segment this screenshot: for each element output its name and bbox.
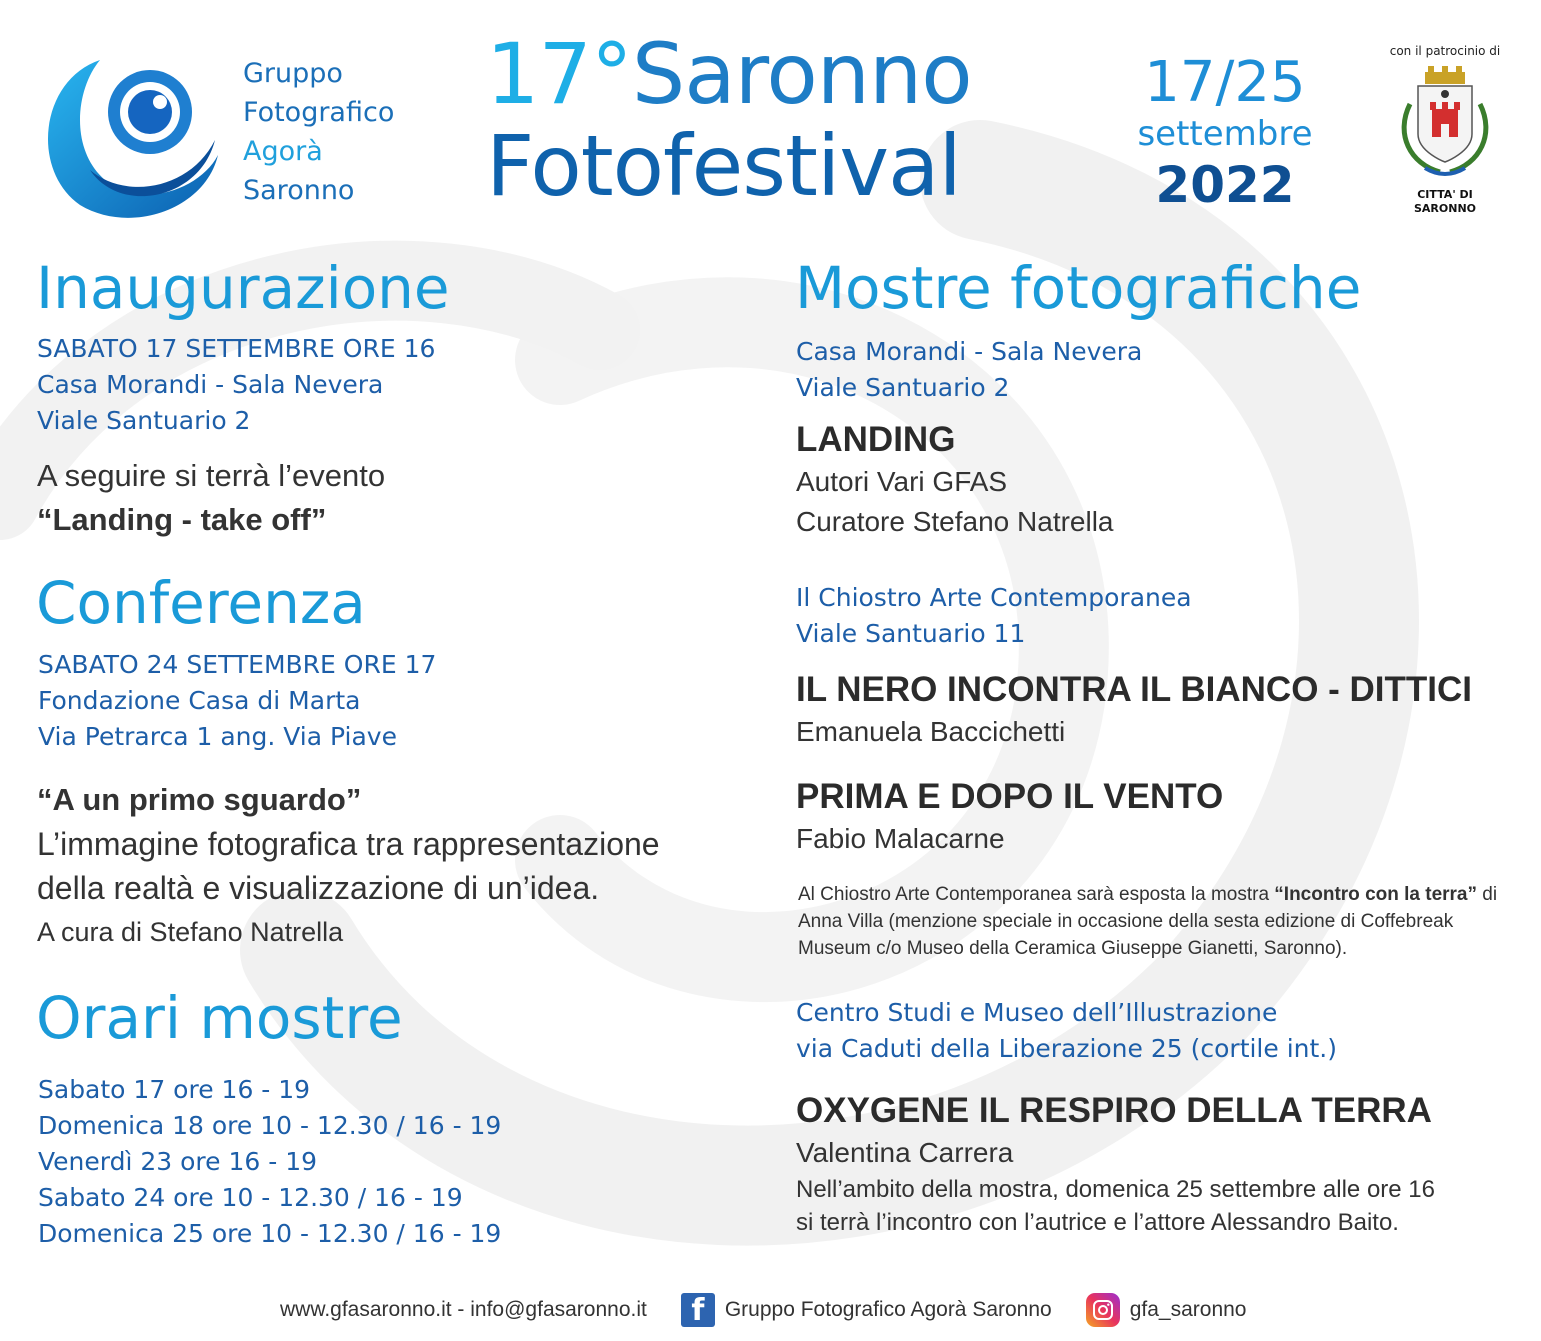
schedule-line: Domenica 25 ore 10 - 12.30 / 16 - 19 <box>38 1219 502 1248</box>
venue-line: Viale Santuario 2 <box>796 373 1010 402</box>
info-line: Via Petrarca 1 ang. Via Piave <box>38 722 397 751</box>
mostre-title: Mostre fotografiche <box>795 254 1362 322</box>
venue-line: Viale Santuario 11 <box>796 619 1026 648</box>
patronage-block <box>1370 44 1520 216</box>
exhibition-title: LANDING <box>796 420 956 459</box>
exhibition-title: PRIMA E DOPO IL VENTO <box>796 777 1224 816</box>
schedule-line: Venerdì 23 ore 16 - 19 <box>38 1147 318 1176</box>
orari-list <box>38 1072 501 1252</box>
talk-curator: A cura di Stefano Natrella <box>37 917 344 947</box>
exhibition-author: Fabio Malacarne <box>796 823 1005 854</box>
exhibition-prima <box>796 775 1223 859</box>
city-crest-icon <box>1390 64 1500 184</box>
venue-centro-studi <box>796 995 1337 1067</box>
exhibition-title: IL NERO INCONTRA IL BIANCO - DITTICI <box>796 670 1473 709</box>
org-name-line: Saronno <box>243 175 355 206</box>
conferenza-info <box>38 647 436 755</box>
facebook-icon[interactable]: f <box>681 1293 715 1327</box>
schedule-line: Domenica 18 ore 10 - 12.30 / 16 - 19 <box>38 1111 502 1140</box>
instagram-icon[interactable] <box>1086 1293 1120 1327</box>
info-line: Fondazione Casa di Marta <box>38 686 361 715</box>
venue-line: via Caduti della Liberazione 25 (cortile int.) <box>796 1034 1338 1063</box>
info-line: Casa Morandi - Sala Nevera <box>37 370 384 399</box>
info-line: SABATO 24 SETTEMBRE ORE 17 <box>38 650 437 679</box>
gfas-logo <box>30 50 230 220</box>
venue-line: Il Chiostro Arte Contemporanea <box>796 583 1192 612</box>
note-text: di Anna Villa (menzione speciale in occasione della sesta edizione di Coffebreak Museum c/o Museo della Ceramica Giuseppe Gianetti, Saronno). <box>798 884 1498 959</box>
conferenza-talk <box>37 778 660 954</box>
exhibition-author: Emanuela Baccichetti <box>796 716 1066 747</box>
exhibition-oxygene <box>796 1089 1435 1239</box>
follow-text: A seguire si terrà l’evento <box>37 458 386 493</box>
schedule-line: Sabato 24 ore 10 - 12.30 / 16 - 19 <box>38 1183 463 1212</box>
talk-line: della realtà e visualizzazione di un’idea. <box>37 870 600 906</box>
exhibition-author: Autori Vari GFAS <box>796 466 1008 497</box>
org-name-line: Agorà <box>243 136 323 167</box>
footer <box>280 1290 1246 1330</box>
inaugurazione-title: Inaugurazione <box>36 254 450 322</box>
exhibition-note: si terrà l’incontro con l’autrice e l’attore Alessandro Baito. <box>796 1209 1399 1236</box>
inaugurazione-info <box>37 331 435 439</box>
chiostro-note <box>798 881 1513 962</box>
talk-line: L’immagine fotografica tra rappresentazione <box>37 826 660 862</box>
venue-line: Centro Studi e Museo dell’Illustrazione <box>796 998 1278 1027</box>
exhibition-landing <box>796 418 1114 542</box>
instagram-handle[interactable]: gfa_saronno <box>1129 1298 1247 1321</box>
exhibition-curator: Curatore Stefano Natrella <box>796 506 1114 537</box>
note-highlight: “Incontro con la terra” <box>1274 884 1477 905</box>
venue-casa-morandi <box>796 334 1142 406</box>
org-name-line: Gruppo <box>243 58 343 89</box>
festival-dates <box>1120 52 1330 216</box>
org-name <box>243 54 394 210</box>
org-name-line: Fotografico <box>243 97 395 128</box>
patronage-text: con il patrocinio di <box>1389 44 1501 58</box>
dates-range: 17/25 <box>1144 50 1306 115</box>
facebook-page[interactable]: Gruppo Fotografico Agorà Saronno <box>724 1298 1052 1321</box>
exhibition-title: OXYGENE IL RESPIRO DELLA TERRA <box>796 1091 1432 1130</box>
info-line: Viale Santuario 2 <box>37 406 251 435</box>
dates-month: settembre <box>1137 114 1313 154</box>
schedule-line: Sabato 17 ore 16 - 19 <box>38 1075 311 1104</box>
edition-number: 17° <box>486 25 632 123</box>
orari-title: Orari mostre <box>36 984 403 1052</box>
note-text: Al Chiostro Arte Contemporanea sarà esposta la mostra <box>798 884 1275 905</box>
festival-title <box>486 25 1126 215</box>
title-line1: Saronno <box>631 25 972 123</box>
inaugurazione-event <box>37 454 385 542</box>
info-line: SABATO 17 SETTEMBRE ORE 16 <box>37 334 436 363</box>
contacts[interactable]: www.gfasaronno.it - info@gfasaronno.it <box>280 1298 647 1321</box>
exhibition-nero <box>796 668 1472 752</box>
exhibition-note: Nell’ambito della mostra, domenica 25 settembre alle ore 16 <box>796 1176 1435 1203</box>
city-line: SARONNO <box>1413 202 1477 215</box>
conferenza-title: Conferenza <box>36 569 366 637</box>
event-name: “Landing - take off” <box>37 502 327 537</box>
title-line2: Fotofestival <box>486 117 961 215</box>
city-line: CITTA' DI <box>1417 188 1473 201</box>
venue-chiostro <box>796 580 1192 652</box>
exhibition-author: Valentina Carrera <box>796 1137 1014 1168</box>
venue-line: Casa Morandi - Sala Nevera <box>796 337 1143 366</box>
dates-year: 2022 <box>1155 156 1295 214</box>
talk-title: “A un primo sguardo” <box>37 782 362 817</box>
